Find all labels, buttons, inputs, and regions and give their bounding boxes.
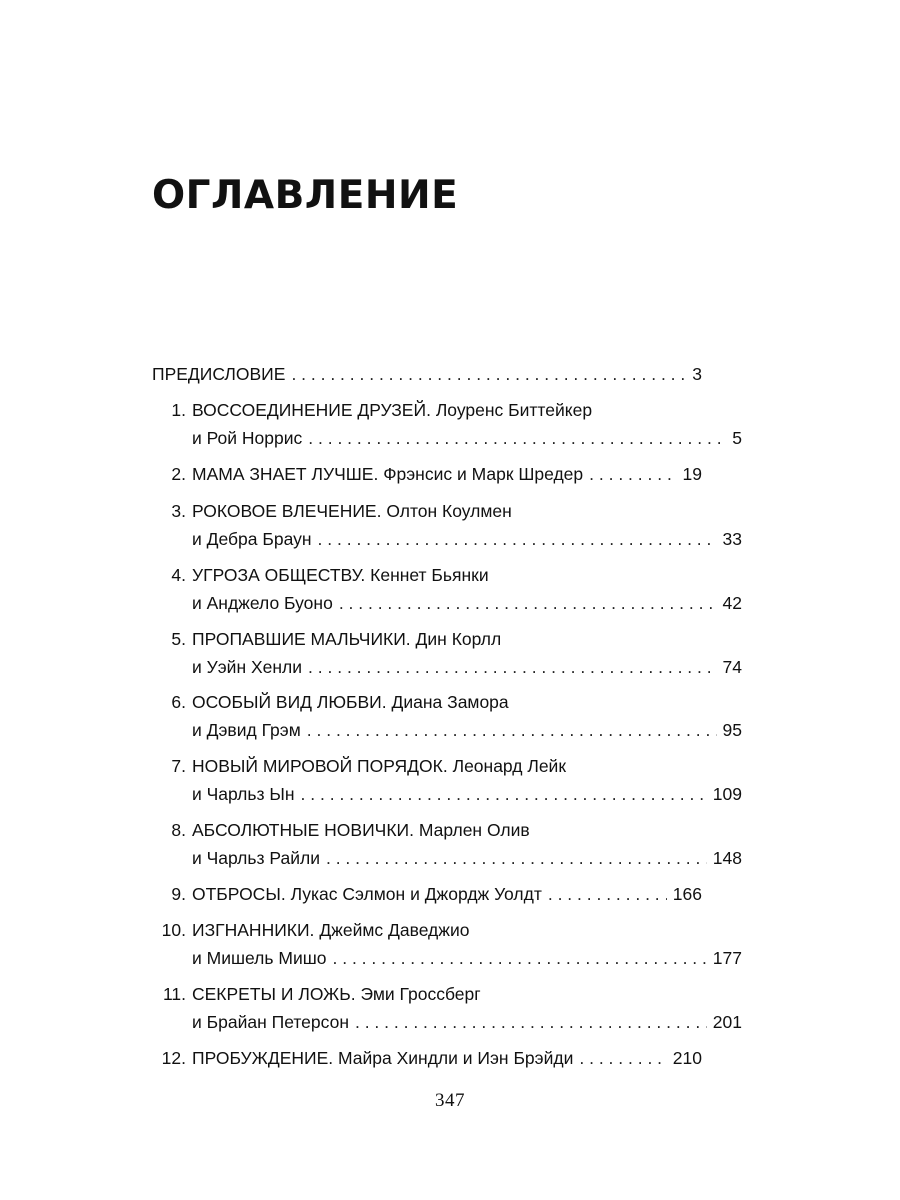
entry-number: 8. [171, 820, 186, 840]
entry-number: 12. [161, 1048, 186, 1068]
entry-number: 4. [171, 565, 186, 585]
leader-dots [333, 950, 707, 968]
entry-authors: Кеннет Бьянки [370, 565, 489, 585]
entry-number: 2. [171, 464, 186, 484]
entry-page-number: 166 [672, 884, 702, 904]
entry-page-number: 148 [712, 848, 742, 868]
entry-authors-continued: и Чарльз Ын [192, 784, 295, 804]
entry-number: 10. [161, 920, 186, 940]
entry-page-number: 109 [712, 784, 742, 804]
entry-authors-continued: и Мишель Мишо [192, 948, 327, 968]
entry-title: ПРОБУЖДЕНИЕ. [192, 1048, 334, 1068]
entry-title: ИЗГНАННИКИ. [192, 920, 315, 940]
leader-dots [291, 366, 686, 384]
leader-dots [548, 886, 667, 904]
entry-authors: Майра Хиндли и Иэн Брэйди [338, 1048, 574, 1068]
entry-page-number: 42 [722, 593, 742, 613]
leader-dots [339, 595, 717, 613]
leader-dots [301, 786, 707, 804]
entry-number: 1. [171, 400, 186, 420]
leader-dots [308, 659, 716, 677]
entry-authors: Фрэнсис и Марк Шредер [383, 464, 584, 484]
entry-authors-continued: и Анджело Буоно [192, 593, 333, 613]
entry-authors-continued: и Чарльз Райли [192, 848, 320, 868]
entry-title: УГРОЗА ОБЩЕСТВУ. [192, 565, 366, 585]
entry-page-number: 201 [712, 1012, 742, 1032]
entry-title: ОТБРОСЫ. [192, 884, 286, 904]
entry-title: АБСОЛЮТНЫЕ НОВИЧКИ. [192, 820, 414, 840]
entry-authors: Марлен Олив [418, 820, 530, 840]
entry-title: СЕКРЕТЫ И ЛОЖЬ. [192, 984, 356, 1004]
entry-authors: Дин Корлл [415, 629, 502, 649]
entry-number: 3. [171, 501, 186, 521]
leader-dots [589, 466, 676, 484]
entry-authors: Диана Замора [391, 692, 509, 712]
entry-authors: Джеймс Даведжио [319, 920, 470, 940]
entry-page-number: 19 [682, 464, 702, 484]
entry-page-number: 33 [722, 529, 742, 549]
entry-page-number: 177 [712, 948, 742, 968]
entry-authors: Олтон Коулмен [386, 501, 512, 521]
leader-dots [579, 1050, 666, 1068]
leader-dots [355, 1014, 707, 1032]
entry-title: МАМА ЗНАЕТ ЛУЧШЕ. [192, 464, 379, 484]
entry-number: 7. [171, 756, 186, 776]
entry-authors-continued: и Уэйн Хенли [192, 657, 303, 677]
entry-authors-continued: и Рой Норрис [192, 428, 303, 448]
entry-number: 11. [162, 984, 186, 1004]
entry-number: 6. [171, 692, 186, 712]
entry-title: ПРЕДИСЛОВИЕ [152, 364, 286, 384]
entry-authors: Леонард Лейк [452, 756, 566, 776]
leader-dots [308, 430, 726, 448]
leader-dots [326, 850, 707, 868]
entry-number: 9. [171, 884, 186, 904]
page-title: ОГЛАВЛЕНИЕ [152, 173, 459, 218]
page-number: 347 [435, 1090, 465, 1111]
entry-authors: Эми Гроссберг [360, 984, 481, 1004]
entry-page-number: 95 [722, 720, 742, 740]
entry-authors-continued: и Брайан Петерсон [192, 1012, 349, 1032]
leader-dots [318, 531, 717, 549]
leader-dots [307, 722, 717, 740]
entry-title: ОСОБЫЙ ВИД ЛЮБВИ. [192, 692, 387, 712]
entry-page-number: 210 [672, 1048, 702, 1068]
entry-page-number: 5 [732, 428, 742, 448]
entry-page-number: 74 [722, 657, 742, 677]
entry-title: ПРОПАВШИЕ МАЛЬЧИКИ. [192, 629, 411, 649]
entry-title: РОКОВОЕ ВЛЕЧЕНИЕ. [192, 501, 382, 521]
entry-authors: Лукас Сэлмон и Джордж Уолдт [290, 884, 542, 904]
entry-number: 5. [171, 629, 186, 649]
entry-authors: Лоуренс Биттейкер [435, 400, 593, 420]
entry-page-number: 3 [692, 364, 702, 384]
entry-authors-continued: и Дэвид Грэм [192, 720, 301, 740]
entry-title: ВОССОЕДИНЕНИЕ ДРУЗЕЙ. [192, 400, 431, 420]
entry-authors-continued: и Дебра Браун [192, 529, 312, 549]
entry-title: НОВЫЙ МИРОВОЙ ПОРЯДОК. [192, 756, 448, 776]
